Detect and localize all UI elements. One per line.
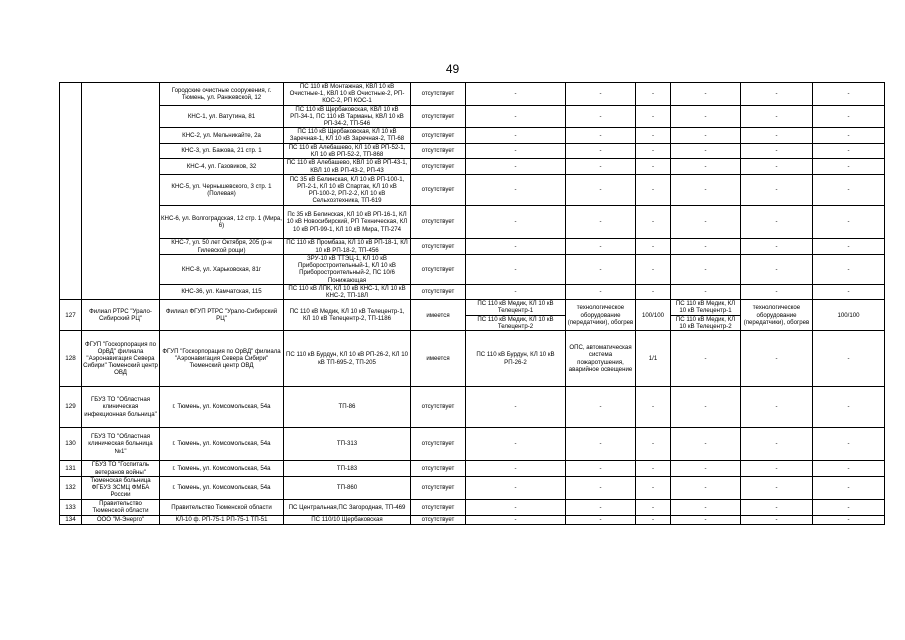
alt-ratio-cell: - xyxy=(813,105,885,128)
reserve-source-cell: - xyxy=(466,515,566,524)
object-cell: КНС-6, ул. Волгоградская, 12 стр. 1 (Мира, 6) xyxy=(160,206,284,239)
table-row xyxy=(60,499,885,515)
reserve-source-cell: - xyxy=(466,239,566,255)
supply-cell: Пс 35 кВ Белинская, КЛ 10 кВ РП-16-1, КЛ 10 кВ Новосибирский, РП Техническая, КЛ 10 кВ РП-99-1, КЛ 10 кВ Мира, ТП-274 xyxy=(284,206,411,239)
alt-ratio-cell: - xyxy=(813,461,885,477)
alt-ratio-cell: - xyxy=(813,159,885,175)
alt-source-cell: - xyxy=(671,83,741,106)
organization-cell: Правительство Тюменской области xyxy=(82,499,160,515)
equipment-cell: - xyxy=(566,255,636,285)
organization-cell xyxy=(82,83,160,300)
organization-cell: ФГУП "Госкорпорация по ОрВД" филиала "Аэронавигация Севера Сибири" Тюменский центр ОВД xyxy=(82,331,160,387)
alt-ratio-cell: - xyxy=(813,477,885,500)
equipment-cell: - xyxy=(566,175,636,206)
reserve-source-cell: - xyxy=(466,428,566,461)
object-cell: ФГУП "Госкорпорация по ОрВД" филиала "Аэронавигация Севера Сибири" Тюменский центр ОВД xyxy=(160,331,284,387)
alt-ratio-cell: - xyxy=(813,515,885,524)
supply-cell: ПС 110 кВ Щербаковская, КВЛ 10 кВ РП-34-1, ПС 110 кВ Тарманы, КВЛ 10 кВ РП-34-2, ТП-546 xyxy=(284,105,411,128)
ratio-cell: - xyxy=(636,515,671,524)
equipment-cell: технологическое оборудование (передатчики), обогрев xyxy=(566,300,636,331)
alt-equipment-cell: - xyxy=(741,255,813,285)
table-row xyxy=(60,105,885,128)
equipment-cell: - xyxy=(566,461,636,477)
row-number: 131 xyxy=(60,461,82,477)
equipment-cell: - xyxy=(566,105,636,128)
table-row xyxy=(60,206,885,239)
reserve-status-cell: отсутствует xyxy=(411,499,466,515)
table-row xyxy=(60,284,885,299)
alt-source-cell: - xyxy=(671,387,741,428)
reserve-status-cell: отсутствует xyxy=(411,128,466,143)
alt-source-cell: - xyxy=(671,477,741,500)
supply-cell: ПС 110 кВ Промбаза, КЛ 10 кВ РП-18-1, КЛ 10 кВ РП-18-2, ТП-456 xyxy=(284,239,411,255)
reserve-status-cell: отсутствует xyxy=(411,255,466,285)
ratio-cell: 1/1 xyxy=(636,331,671,387)
table-body-tail xyxy=(60,387,885,525)
supply-cell: ПС 110 кВ Щербаковская, КЛ 10 кВ Заречная-1, КЛ 10 кВ Заречная-2, ТП-68 xyxy=(284,128,411,143)
reserve-source-cell: ПС 110 кВ Бурдун, КЛ 10 кВ РП-26-2 xyxy=(466,331,566,387)
reserve-status-cell: отсутствует xyxy=(411,83,466,106)
alt-source-cell: - xyxy=(671,499,741,515)
alt-equipment-cell: - xyxy=(741,175,813,206)
table-row xyxy=(60,428,885,461)
reserve-status-cell: отсутствует xyxy=(411,461,466,477)
alt-source-cell: - xyxy=(671,128,741,143)
reserve-status-cell: отсутствует xyxy=(411,515,466,524)
reserve-status-cell: имеется xyxy=(411,331,466,387)
organization-cell: Тюменская больница ФГБУЗ ЗСМЦ ФМБА России xyxy=(82,477,160,500)
object-cell: КНС-4, ул. Газовиков, 32 xyxy=(160,159,284,175)
equipment-cell: - xyxy=(566,128,636,143)
alt-ratio-cell: - xyxy=(813,499,885,515)
ratio-cell: 100/100 xyxy=(636,300,671,331)
alt-ratio-cell: - xyxy=(813,83,885,106)
alt-equipment-cell: - xyxy=(741,239,813,255)
alt-equipment-cell: - xyxy=(741,284,813,299)
ratio-cell: - xyxy=(636,461,671,477)
equipment-cell: ОПС, автоматическая система пожаротушения, аварийное освещение xyxy=(566,331,636,387)
alt-source-cell: - xyxy=(671,143,741,158)
object-cell: КНС-36, ул. Камчатская, 115 xyxy=(160,284,284,299)
table-row xyxy=(60,387,885,428)
supply-cell: ТП-860 xyxy=(284,477,411,500)
equipment-cell: - xyxy=(566,477,636,500)
reserve-status-cell: отсутствует xyxy=(411,159,466,175)
equipment-cell: - xyxy=(566,83,636,106)
object-cell: КНС-3, ул. Бажова, 21 стр. 1 xyxy=(160,143,284,158)
energy-supply-table xyxy=(59,82,885,525)
alt-equipment-cell: - xyxy=(741,428,813,461)
table-row-128 xyxy=(60,331,885,387)
object-cell: Филиал ФГУП РТРС "Урало-Сибирский РЦ" xyxy=(160,300,284,331)
supply-cell: ПС 110 кВ Бурдун, КЛ 10 кВ РП-26-2, КЛ 10 кВ ТП-695-2, ТП-205 xyxy=(284,331,411,387)
table-row xyxy=(60,143,885,158)
ratio-cell: - xyxy=(636,428,671,461)
equipment-cell: - xyxy=(566,387,636,428)
alt-equipment-cell: - xyxy=(741,83,813,106)
reserve-source-cell: - xyxy=(466,175,566,206)
reserve-source-cell: - xyxy=(466,284,566,299)
ratio-cell: - xyxy=(636,387,671,428)
table-row-127 xyxy=(60,300,885,315)
alt-ratio-cell: - xyxy=(813,255,885,285)
row-number: 132 xyxy=(60,477,82,500)
alt-ratio-cell: - xyxy=(813,428,885,461)
ratio-cell: - xyxy=(636,206,671,239)
object-cell: КЛ-10 ф. РП-75-1 РП-75-1 ТП-51 xyxy=(160,515,284,524)
alt-source-cell: - xyxy=(671,461,741,477)
ratio-cell: - xyxy=(636,477,671,500)
reserve-status-cell: отсутствует xyxy=(411,175,466,206)
alt-equipment-cell: - xyxy=(741,159,813,175)
object-cell: г. Тюмень, ул. Комсомольская, 54а xyxy=(160,477,284,500)
alt-source-cell: - xyxy=(671,284,741,299)
alt-source-cell: ПС 110 кВ Медик, КЛ 10 кВ Телецентр-1 xyxy=(671,300,741,315)
alt-equipment-cell: - xyxy=(741,461,813,477)
ratio-cell: - xyxy=(636,143,671,158)
table-row xyxy=(60,255,885,285)
table-row xyxy=(60,515,885,524)
alt-source-cell: - xyxy=(671,206,741,239)
row-number: 133 xyxy=(60,499,82,515)
equipment-cell: - xyxy=(566,284,636,299)
supply-cell: ПС 110 кВ Монтажная, КВЛ 10 кВ Очистные-1, КВЛ 10 кВ Очистные-2, РП-КОС-2, РП КОС-1 xyxy=(284,83,411,106)
row-number: 130 xyxy=(60,428,82,461)
equipment-cell: - xyxy=(566,428,636,461)
ratio-cell: - xyxy=(636,105,671,128)
reserve-source-cell: ПС 110 кВ Медик, КЛ 10 кВ Телецентр-1 xyxy=(466,300,566,315)
reserve-status-cell: отсутствует xyxy=(411,477,466,500)
ratio-cell: - xyxy=(636,83,671,106)
table-row xyxy=(60,477,885,500)
table-row xyxy=(60,159,885,175)
alt-ratio-cell: - xyxy=(813,128,885,143)
alt-equipment-cell: технологическое оборудование (передатчики), обогрев xyxy=(741,300,813,331)
table-row xyxy=(60,128,885,143)
table-body-127 xyxy=(60,300,885,387)
reserve-source-cell: - xyxy=(466,128,566,143)
reserve-status-cell: отсутствует xyxy=(411,387,466,428)
object-cell: Городские очистные сооружения, г. Тюмень, ул. Ранжевской, 12 xyxy=(160,83,284,106)
equipment-cell: - xyxy=(566,159,636,175)
object-cell: КНС-7, ул. 50 лет Октября, 205 (р-н Гилевской рощи) xyxy=(160,239,284,255)
reserve-source-cell: - xyxy=(466,143,566,158)
alt-equipment-cell: - xyxy=(741,143,813,158)
ratio-cell: - xyxy=(636,284,671,299)
ratio-cell: - xyxy=(636,128,671,143)
alt-ratio-cell: - xyxy=(813,387,885,428)
organization-cell: ГБУЗ ТО "Областная клиническая больница №1" xyxy=(82,428,160,461)
supply-cell: ТП-183 xyxy=(284,461,411,477)
ratio-cell: - xyxy=(636,175,671,206)
supply-cell: ПС 110 кВ Медик, КЛ 10 кВ Телецентр-1, КЛ 10 кВ Телецентр-2, ТП-1186 xyxy=(284,300,411,331)
row-number xyxy=(60,83,82,300)
table-row xyxy=(60,239,885,255)
object-cell: г. Тюмень, ул. Комсомольская, 54а xyxy=(160,387,284,428)
alt-ratio-cell: - xyxy=(813,206,885,239)
alt-equipment-cell: - xyxy=(741,206,813,239)
alt-ratio-cell: - xyxy=(813,143,885,158)
alt-source-cell: - xyxy=(671,159,741,175)
alt-ratio-cell: - xyxy=(813,331,885,387)
reserve-status-cell: отсутствует xyxy=(411,284,466,299)
alt-equipment-cell: - xyxy=(741,387,813,428)
alt-ratio-cell: - xyxy=(813,284,885,299)
object-cell: КНС-5, ул. Чернышевского, 3 стр. 1 (Полевая) xyxy=(160,175,284,206)
reserve-status-cell: отсутствует xyxy=(411,239,466,255)
object-cell: КНС-1, ул. Ватутина, 81 xyxy=(160,105,284,128)
alt-ratio-cell: - xyxy=(813,175,885,206)
ratio-cell: - xyxy=(636,499,671,515)
object-cell: г. Тюмень, ул. Комсомольская, 54а xyxy=(160,461,284,477)
reserve-source-cell: - xyxy=(466,206,566,239)
equipment-cell: - xyxy=(566,239,636,255)
reserve-source-cell: - xyxy=(466,499,566,515)
reserve-source-cell: ПС 110 кВ Медик, КЛ 10 кВ Телецентр-2 xyxy=(466,315,566,330)
alt-source-cell: - xyxy=(671,105,741,128)
alt-source-cell: - xyxy=(671,515,741,524)
equipment-cell: - xyxy=(566,499,636,515)
reserve-source-cell: - xyxy=(466,159,566,175)
supply-cell: ТП-313 xyxy=(284,428,411,461)
equipment-cell: - xyxy=(566,206,636,239)
reserve-status-cell: имеется xyxy=(411,300,466,331)
ratio-cell: - xyxy=(636,255,671,285)
alt-equipment-cell: - xyxy=(741,105,813,128)
supply-cell: ТП-86 xyxy=(284,387,411,428)
supply-cell: ПС Центральная,ПС Загородная, ТП-469 xyxy=(284,499,411,515)
table-row xyxy=(60,175,885,206)
supply-cell: ЗРУ-10 кВ ТТЭЦ-1, КЛ 10 кВ Приборостроительный-1, КЛ 10 кВ Приборостроительный-2, ПС 10/6 Понижающая xyxy=(284,255,411,285)
alt-equipment-cell: - xyxy=(741,515,813,524)
alt-source-cell: - xyxy=(671,331,741,387)
equipment-cell: - xyxy=(566,143,636,158)
supply-cell: ПС 110 кВ Алебашево, КВЛ 10 кВ РП-43-1, КВЛ 10 кВ РП-43-2, РП-43 xyxy=(284,159,411,175)
ratio-cell: - xyxy=(636,239,671,255)
reserve-source-cell: - xyxy=(466,477,566,500)
row-number: 127 xyxy=(60,300,82,331)
table-row xyxy=(60,461,885,477)
page-number: 49 xyxy=(445,62,460,76)
ratio-cell: - xyxy=(636,159,671,175)
supply-cell: ПС 110 кВ Алебашево, КЛ 10 кВ РП-52-1, КЛ 10 кВ РП-52-2, ТП-868 xyxy=(284,143,411,158)
table-body-top xyxy=(60,83,885,300)
reserve-status-cell: отсутствует xyxy=(411,143,466,158)
alt-source-cell: - xyxy=(671,175,741,206)
reserve-source-cell: - xyxy=(466,83,566,106)
reserve-status-cell: отсутствует xyxy=(411,428,466,461)
reserve-status-cell: отсутствует xyxy=(411,206,466,239)
supply-cell: ПС 110/10 Щербаковская xyxy=(284,515,411,524)
reserve-status-cell: отсутствует xyxy=(411,105,466,128)
alt-equipment-cell: - xyxy=(741,128,813,143)
reserve-source-cell: - xyxy=(466,105,566,128)
object-cell: КНС-8, ул. Харьковская, 81г xyxy=(160,255,284,285)
reserve-source-cell: - xyxy=(466,461,566,477)
reserve-source-cell: - xyxy=(466,387,566,428)
alt-equipment-cell: - xyxy=(741,331,813,387)
alt-source-cell: ПС 110 кВ Медик, КЛ 10 кВ Телецентр-2 xyxy=(671,315,741,330)
alt-source-cell: - xyxy=(671,239,741,255)
row-number: 129 xyxy=(60,387,82,428)
object-cell: КНС-2, ул. Мельникайте, 2а xyxy=(160,128,284,143)
supply-cell: ПС 35 кВ Белинская, КЛ 10 кВ РП-100-1, РП-2-1, КЛ 10 кВ Спартак, КЛ 10 кВ РП-100-2, РП-2-2, КЛ 10 кВ Сельхозтехника, ТП-619 xyxy=(284,175,411,206)
organization-cell: Филиал РТРС "Урало-Сибирский РЦ" xyxy=(82,300,160,331)
alt-equipment-cell: - xyxy=(741,499,813,515)
alt-equipment-cell: - xyxy=(741,477,813,500)
supply-cell: ПС 110 кВ ЛПК, КЛ 10 кВ КНС-1, КЛ 10 кВ КНС-2, ТП-18Л xyxy=(284,284,411,299)
reserve-source-cell: - xyxy=(466,255,566,285)
alt-ratio-cell: 100/100 xyxy=(813,300,885,331)
alt-source-cell: - xyxy=(671,255,741,285)
table-row xyxy=(60,83,885,106)
organization-cell: ГБУЗ ТО "Областная клиническая инфекционная больница" xyxy=(82,387,160,428)
organization-cell: ООО "М-Энерго" xyxy=(82,515,160,524)
organization-cell: ГБУЗ ТО "Госпиталь ветеранов войны" xyxy=(82,461,160,477)
row-number: 134 xyxy=(60,515,82,524)
alt-ratio-cell: - xyxy=(813,239,885,255)
equipment-cell: - xyxy=(566,515,636,524)
object-cell: г. Тюмень, ул. Комсомольская, 54а xyxy=(160,428,284,461)
row-number: 128 xyxy=(60,331,82,387)
object-cell: Правительство Тюменской области xyxy=(160,499,284,515)
alt-source-cell: - xyxy=(671,428,741,461)
